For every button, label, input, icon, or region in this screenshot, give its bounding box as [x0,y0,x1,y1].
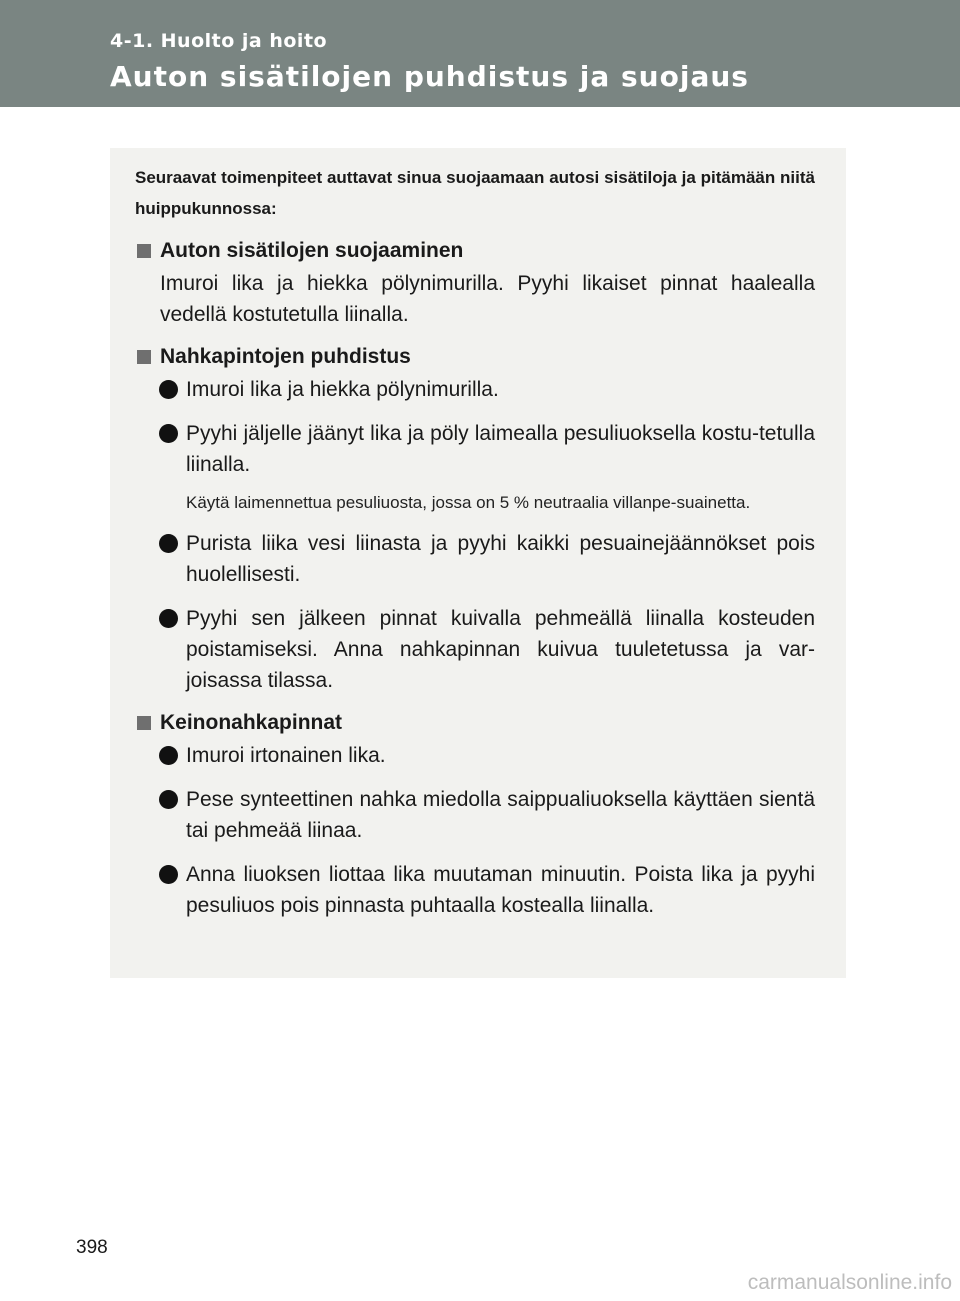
square-bullet-icon [137,716,151,730]
section-heading [135,708,815,738]
watermark-text: carmanualsonline.info [747,1271,952,1294]
round-bullet-icon [159,380,178,399]
round-bullet-icon [159,424,178,443]
list-item [135,528,815,590]
list-item-text: Imuroi irtonainen lika. [186,744,386,767]
intro-text: Seuraavat toimenpiteet auttavat sinua suojaamaan autosi sisätiloja ja pitämään niitä huippukunnossa: [135,168,815,218]
list-item [135,374,815,405]
list-item [135,603,815,696]
square-bullet-icon [137,244,151,258]
list-item-text: Purista liika vesi liinasta ja pyyhi kaikki pesuainejäännökset pois huolellisesti. [186,532,815,586]
list-item-text: Imuroi lika ja hiekka pölynimurilla. [186,378,499,401]
section-label: 4-1. Huolto ja hoito [110,30,328,52]
round-bullet-icon [159,746,178,765]
section-leather-cleaning [135,342,815,696]
section-interior-protection [135,236,815,330]
list-item-text: Pyyhi sen jälkeen pinnat kuivalla pehmeällä liinalla kosteuden poistamiseksi. Anna nahkapinnan kuivua tuuletetussa ja var-joisassa tilassa. [186,607,815,692]
section-heading [135,342,815,372]
page-number: 398 [76,1237,108,1258]
round-bullet-icon [159,790,178,809]
page-title: Auton sisätilojen puhdistus ja suojaus [110,60,749,93]
list-item-text: Pyyhi jäljelle jäänyt lika ja pöly laimealla pesuliuoksella kostu-tetulla liinalla. [186,422,815,476]
list-item [135,740,815,771]
list-item-text: Anna liuoksen liottaa lika muutaman minuutin. Poista lika ja pyyhi pesuliuos pois pinnasta puhtaalla kostealla liinalla. [186,863,815,917]
content-box [110,148,846,978]
section-heading-text: Keinonahkapinnat [160,711,343,734]
round-bullet-icon [159,534,178,553]
round-bullet-icon [159,609,178,628]
list-item-text: Pese synteettinen nahka miedolla saippualiuoksella käyttäen sientä tai pehmeää liinaa. [186,788,815,842]
list-item [135,859,815,921]
note-text: Käytä laimennettua pesuliuosta, jossa on 5 % neutraalia villanpe-suainetta. [186,493,751,512]
section-heading [135,236,815,266]
section-heading-text: Auton sisätilojen suojaaminen [160,239,464,262]
square-bullet-icon [137,350,151,364]
page-header [0,0,960,107]
section-heading-text: Nahkapintojen puhdistus [160,345,411,368]
list-item [135,784,815,846]
section-paragraph: Imuroi lika ja hiekka pölynimurilla. Pyyhi likaiset pinnat haalealla vedellä kostutetulla liinalla. [160,272,815,326]
section-artificial-leather [135,708,815,921]
list-item [135,418,815,480]
round-bullet-icon [159,865,178,884]
